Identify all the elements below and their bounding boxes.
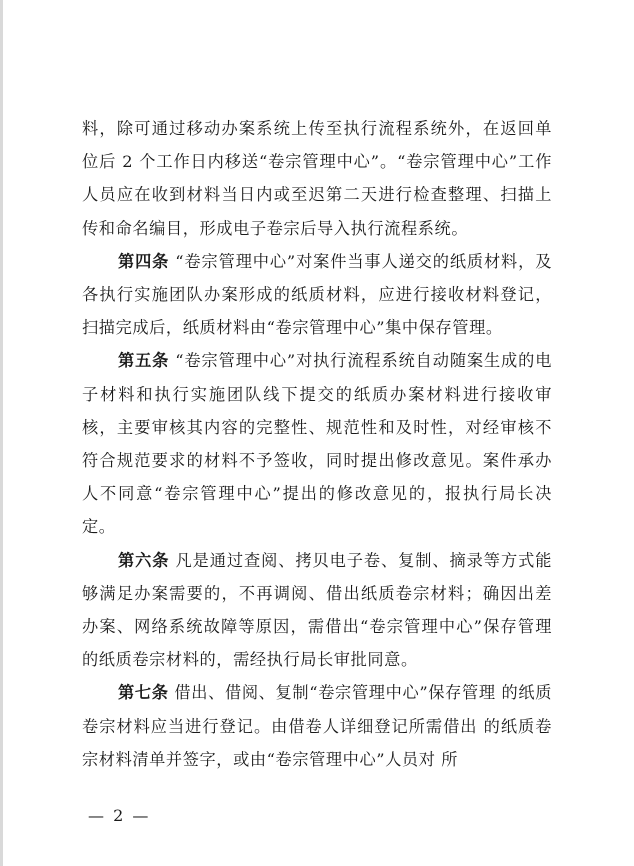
article-heading: 第七条 <box>118 683 169 703</box>
article-heading: 第六条 <box>118 550 170 570</box>
article-text: 凡是通过查阅、拷贝电子卷、复制、摘录等方式能够满足办案需要的，不再调阅、借出纸质卷宗材料；确因出差办案、网络系统故障等原因，需借出“卷宗管理中心”保存管理的纸质卷宗材料的，需经执行局长审批同意。 <box>82 550 552 670</box>
paragraph-text: 料，除可通过移动办案系统上传至执行流程系统外，在返回单位后 2 个工作日内移送“卷宗管理中心”。“卷宗管理中心”工作人员应在收到材料当日内或至迟第二天进行检查整理、扫描上传和命名编目，形成电子卷宗后导入执行流程系统。 <box>82 119 552 238</box>
page-number: — 2 — <box>88 806 151 825</box>
page-edge <box>0 0 3 866</box>
article-7 <box>82 676 552 776</box>
article-text: “卷宗管理中心”对案件当事人递交的纸质材料，及各执行实施团队办案形成的纸质材料，应进行接收材料登记，扫描完成后，纸质材料由“卷宗管理中心”集中保存管理。 <box>82 251 552 338</box>
article-4 <box>82 245 552 345</box>
article-5 <box>82 344 552 543</box>
paragraph-continuation <box>82 112 552 245</box>
article-6 <box>82 544 552 677</box>
article-text: 借出、借阅、复制“卷宗管理中心”保存管理 的纸质卷宗材料应当进行登记。由借卷人详细登记所需借出 的纸质卷宗材料清单并签字，或由“卷宗管理中心”人员对 所 <box>82 683 552 769</box>
article-text: “卷宗管理中心”对执行流程系统自动随案生成的电子材料和执行实施团队线下提交的纸质办案材料进行接收审核，主要审核其内容的完整性、规范性和及时性，对经审核不符合规范要求的材料不予签收，同时提出修改意见。案件承办人不同意“卷宗管理中心”提出的修改意见的，报执行局长决定。 <box>82 351 552 537</box>
body-text <box>82 112 552 776</box>
article-heading: 第五条 <box>118 351 170 371</box>
article-heading: 第四条 <box>118 251 170 271</box>
